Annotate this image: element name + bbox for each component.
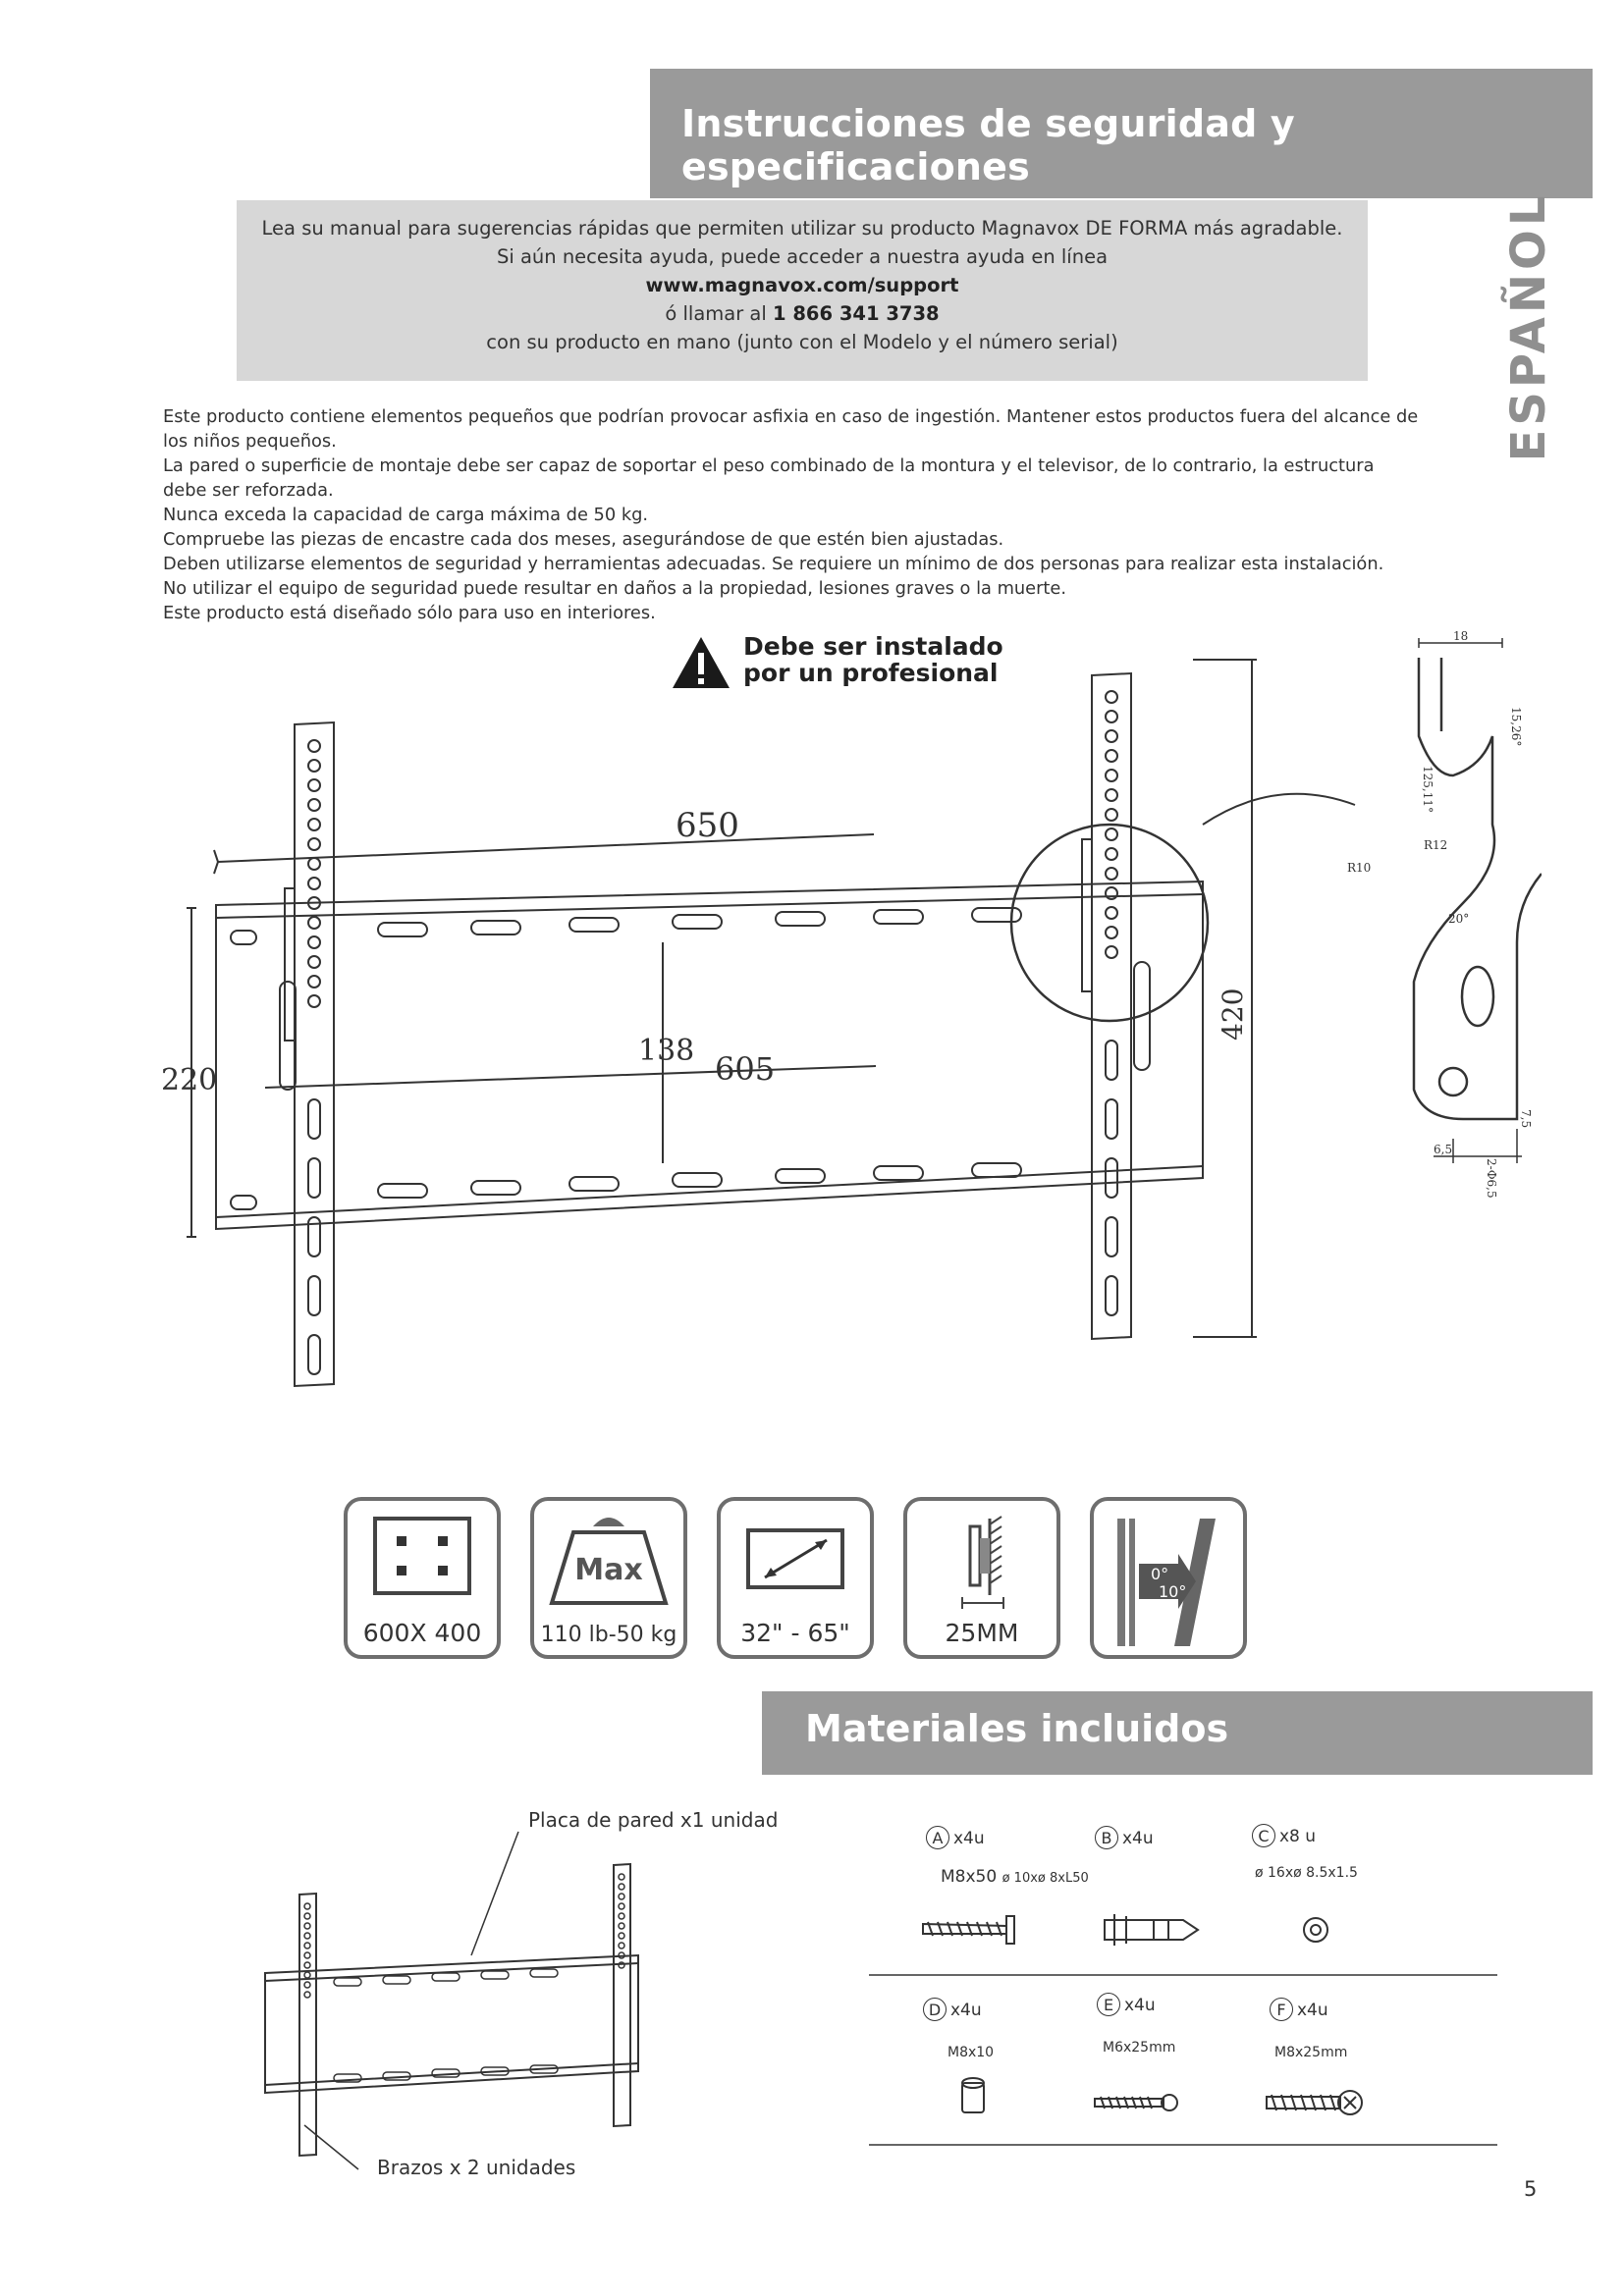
hardware-item-b: B x4u xyxy=(1095,1826,1154,1849)
notice-line-2: Si aún necesita ayuda, puede acceder a nuestra ayuda en línea xyxy=(496,245,1109,268)
section-title: Instrucciones de seguridad y especificaciones xyxy=(681,102,1295,188)
screen-size-label: 32" - 65" xyxy=(740,1619,850,1647)
materials-mount-drawing xyxy=(226,1826,697,2189)
hardware-spec-f: M8x25mm xyxy=(1274,2045,1348,2060)
safety-line: Deben utilizarse elementos de seguridad y herramientas adecuadas. Se requiere un mínimo de dos personas para realizar esta instalación. xyxy=(163,554,1384,574)
dim-65: 6,5 xyxy=(1434,1143,1453,1156)
wall-profile-label: 25MM xyxy=(945,1619,1019,1647)
wall-plate-label: Placa de pared x1 unidad xyxy=(528,1808,779,1832)
section-header xyxy=(650,69,1593,198)
letter-f: F xyxy=(1270,1998,1293,2021)
safety-line: Nunca exceda la capacidad de carga máxima de 50 kg. xyxy=(163,505,649,525)
hardware-item-f: F x4u xyxy=(1270,1998,1328,2021)
dim-phi: 2-Φ6,5 xyxy=(1485,1158,1498,1199)
language-tab xyxy=(1494,191,1563,461)
hardware-grid xyxy=(869,1806,1497,2150)
notice-call-prefix: ó llamar al xyxy=(665,302,773,325)
dim-height-left: 220 xyxy=(161,1063,218,1097)
dim-75: 7,5 xyxy=(1519,1109,1533,1129)
hardware-item-c: C x8 u xyxy=(1252,1824,1316,1847)
notice-line-1: Lea su manual para sugerencias rápidas que permiten utilizar su producto Magnavox DE FORMA más agradable. xyxy=(261,217,1343,240)
max-weight-icon xyxy=(530,1497,687,1659)
hardware-spec-d: M8x10 xyxy=(947,2045,995,2060)
spec-icons-row xyxy=(344,1497,1257,1664)
page-number: 5 xyxy=(1524,2177,1538,2201)
letter-d: D xyxy=(923,1998,947,2021)
letter-c: C xyxy=(1252,1824,1275,1847)
hardware-item-d: D x4u xyxy=(923,1998,982,2021)
wall-profile-icon xyxy=(903,1497,1060,1659)
tilt-icon xyxy=(1090,1497,1247,1659)
warning-line-1: Debe ser instalado xyxy=(743,632,1003,661)
vesa-label: 600X 400 xyxy=(362,1619,482,1647)
dim-18: 18 xyxy=(1453,629,1469,643)
support-phone: 1 866 341 3738 xyxy=(773,302,940,325)
safety-line: Compruebe las piezas de encastre cada dos meses, asegurándose de que estén bien ajustadas. xyxy=(163,529,1004,550)
letter-e: E xyxy=(1097,1993,1120,2016)
help-notice-box xyxy=(237,200,1368,381)
dim-1526: 15,26° xyxy=(1509,707,1523,747)
tilt-top: 0° xyxy=(1151,1565,1169,1583)
safety-text xyxy=(163,404,1420,625)
letter-a: A xyxy=(926,1826,949,1849)
language-label: ESPAÑOL xyxy=(1501,191,1556,461)
vesa-pattern-icon xyxy=(344,1497,501,1659)
materials-title: Materiales incluidos xyxy=(805,1707,1229,1750)
dim-r10: R10 xyxy=(1347,861,1372,875)
hardware-drawings xyxy=(869,1806,1497,2150)
materials-header xyxy=(762,1691,1593,1775)
safety-line: La pared o superficie de montaje debe ser capaz de soportar el peso combinado de la montura y el televisor, de lo contrario, la estructura debe ser reforzada. xyxy=(163,455,1375,501)
max-badge: Max xyxy=(574,1553,643,1587)
dim-width-inner: 605 xyxy=(715,1050,776,1088)
hardware-spec-a: M8x50 ø 10xø 8xL50 xyxy=(941,1867,1089,1887)
support-url[interactable]: www.magnavox.com/support xyxy=(645,274,959,296)
dim-r12: R12 xyxy=(1424,838,1448,852)
arms-label: Brazos x 2 unidades xyxy=(377,2156,576,2179)
warning-line-2: por un profesional xyxy=(743,659,999,687)
mount-technical-drawing xyxy=(147,628,1542,1414)
safety-line: Este producto está diseñado sólo para uso en interiores. xyxy=(163,603,656,623)
hardware-item-e: E x4u xyxy=(1097,1993,1156,2016)
hardware-item-a: A x4u xyxy=(926,1826,985,1849)
tilt-bottom: 10° xyxy=(1159,1582,1187,1601)
hardware-spec-c: ø 16xø 8.5x1.5 xyxy=(1255,1865,1358,1881)
hardware-spec-e: M6x25mm xyxy=(1103,2040,1176,2056)
max-weight-label: 110 lb-50 kg xyxy=(540,1623,677,1647)
safety-line: No utilizar el equipo de seguridad puede resultar en daños a la propiedad, lesiones graves o la muerte. xyxy=(163,578,1066,599)
dim-height-right: 420 xyxy=(1217,988,1249,1041)
dim-20: 20° xyxy=(1448,912,1470,926)
screen-size-icon xyxy=(717,1497,874,1659)
safety-line: Este producto contiene elementos pequeños que podrían provocar asfixia en caso de ingestión. Mantener estos productos fuera del alcance de los niños pequeños. xyxy=(163,406,1419,452)
dim-height-mid: 138 xyxy=(638,1034,695,1068)
notice-line-5: con su producto en mano (junto con el Modelo y el número serial) xyxy=(486,331,1118,353)
dim-12511: 125,11° xyxy=(1421,766,1435,813)
dim-width-top: 650 xyxy=(676,806,739,845)
letter-b: B xyxy=(1095,1826,1118,1849)
